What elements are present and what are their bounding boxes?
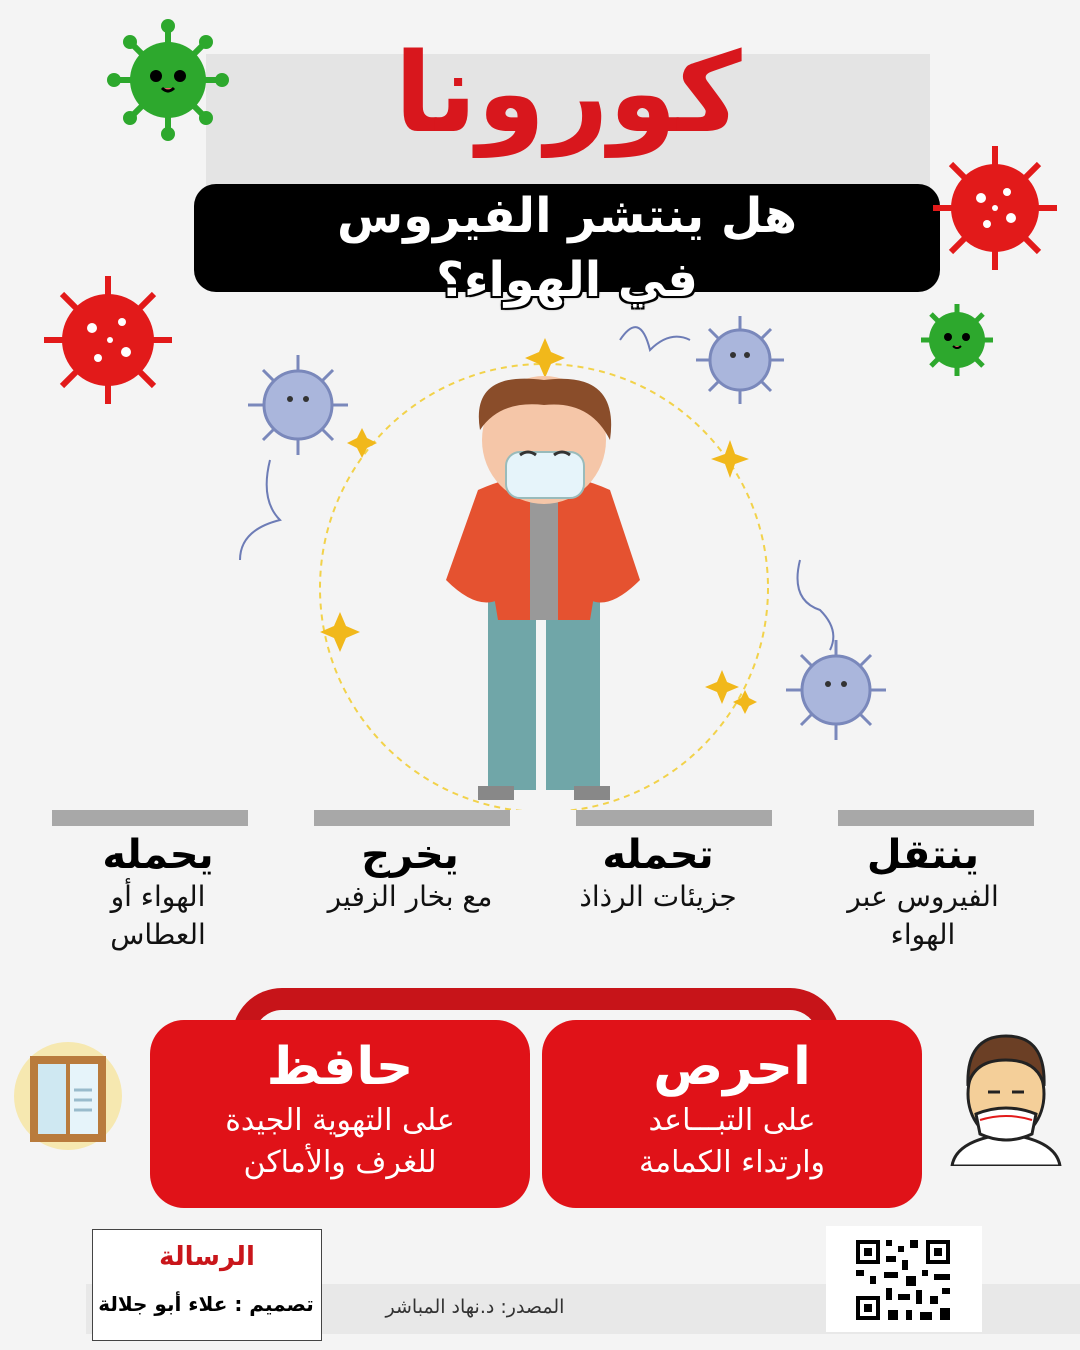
card-line: وارتداء الكمامة (638, 1145, 826, 1180)
logo-text: الرسالة (159, 1242, 255, 1272)
grey-virus-icon (696, 316, 784, 404)
subtitle-line-2: في الهواء؟ (436, 252, 698, 308)
column-text: مع بخار الزفير (327, 880, 493, 913)
masked-man-icon (948, 1030, 1064, 1166)
column-title: تحمله (602, 832, 714, 878)
source-credit: المصدر: د.نهاد المباشر (385, 1296, 565, 1318)
page-title: كورونا (394, 29, 742, 157)
card-line: للغرف والأماكن (243, 1145, 437, 1180)
column-text: الفيروس عبر الهواء (847, 880, 999, 951)
publisher-logo (92, 1229, 322, 1341)
designer-credit: تصميم : علاء أبو جلالة (98, 1292, 314, 1316)
column-text: جزيئات الرذاذ (579, 880, 737, 913)
divider-bar (838, 810, 1034, 826)
card-title: حافظ (266, 1037, 414, 1097)
card-line: على التهوية الجيدة (225, 1103, 455, 1138)
card-ventilation (150, 1020, 530, 1208)
window-icon (12, 1040, 124, 1152)
red-virus-icon (44, 276, 172, 404)
column-title: ينتقل (866, 832, 980, 878)
grey-virus-icon (248, 355, 348, 455)
column-title: يحمله (102, 832, 214, 878)
green-virus-icon (107, 19, 229, 141)
qr-code-icon (826, 1226, 982, 1332)
card-distancing (542, 1020, 922, 1208)
card-title: احرص (653, 1037, 811, 1097)
divider-bar (576, 810, 772, 826)
grey-virus-icon (786, 640, 886, 740)
card-line: على التبـــاعد (648, 1103, 816, 1138)
divider-bar (52, 810, 248, 826)
boy-with-mask-illustration (446, 376, 640, 800)
green-virus-icon (921, 304, 993, 376)
qr-code[interactable] (826, 1226, 982, 1332)
column-text: الهواء أو العطاس (110, 880, 206, 951)
subtitle-line-1: هل ينتشر الفيروس (336, 188, 797, 244)
red-virus-icon (933, 146, 1057, 270)
column-title: يخرج (361, 832, 459, 878)
divider-bar (314, 810, 510, 826)
